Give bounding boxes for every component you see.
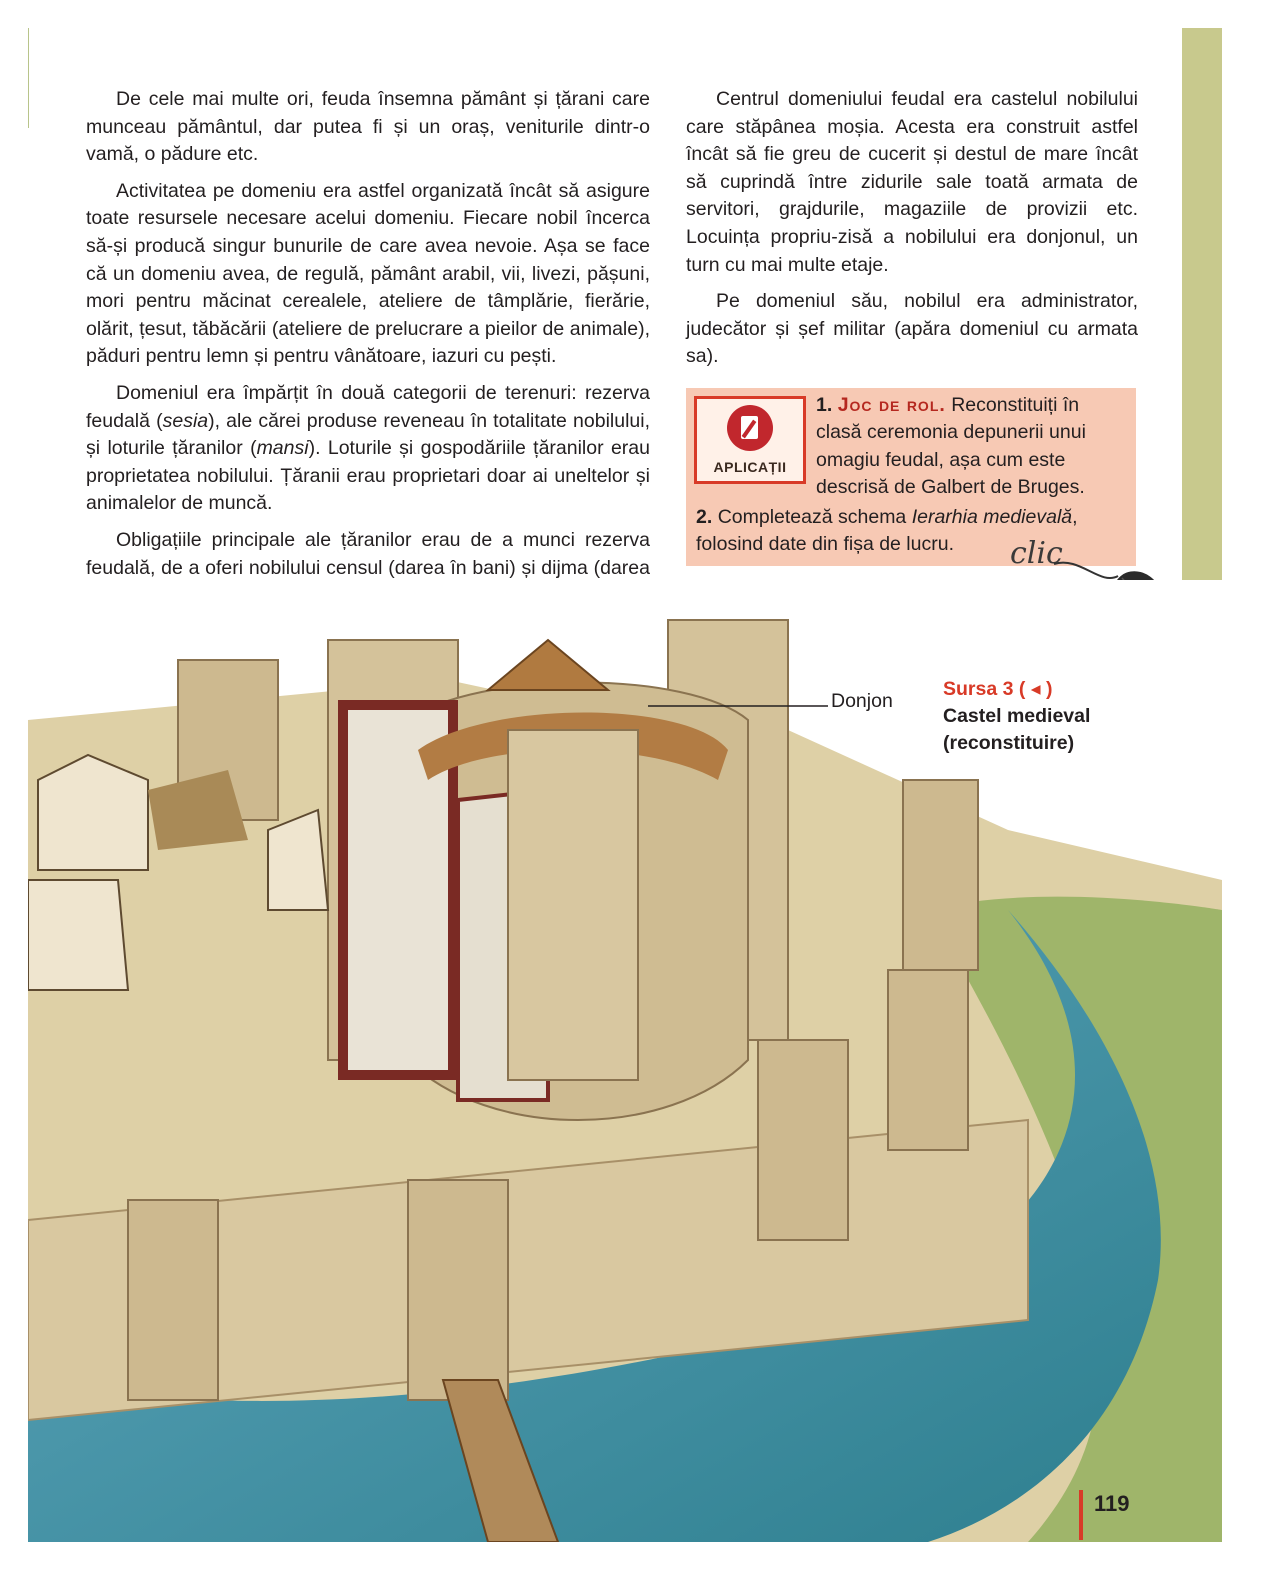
paragraph: Domeniul era împărțit în două categorii de terenuri: rezerva feudală (sesia), ale cărei produse reveneau în totalitate nobilului, și loturile țăranilor (mansi). Loturile și gospodăriile țăranilor erau proprietatea nobilului. Țăranii erau proprietari doar ai uneltelor și animalelor de muncă. [86,381,650,515]
donjon-label: Donjon [831,690,893,712]
paragraph: Obligațiile principale ale țăranilor erau de a munci rezerva feudală, de a oferi nobilului censul (darea în bani) și dijma (darea [86,528,650,579]
paragraph: Activitatea pe domeniu era astfel organizată încât să asigure toate resursele necesare acelui domeniu. Fiecare nobil încerca să-și producă singur bunurile de care avea nevoie. Așa se face că un domeniu avea, de regulă, pământ arabil, vii, livezi, pășuni, mori pentru măcinat cerealele, ateliere de tâmplărie, fierărie, olărit, țesut, tăbăcării (ateliere de prelucrare a pieilor de animale), păduri pentru lemn și pentru vânătoare, iazuri cu pești. [86,179,650,368]
paragraph: Centrul domeniului feudal era castelul nobilului care stăpânea moșia. Acesta era construit astfel încât să fie greu de cucerit și destul de mare încât să cuprindă între zidurile sale toată armata de servitori, grajdurile, magaziile de provizii etc. Locuința propriu-zisă a nobilului era donjonul, un turn cu mai multe etaje. [686,88,1138,276]
applications-label: APLICAȚII [713,459,787,475]
figure-title-line1: Castel medieval [943,705,1091,727]
application-item-2: 2. Completează schema Ierarhia medievală, folosind date din fișa de lucru. [696,506,1078,556]
clic-label[interactable]: clic [1010,536,1063,571]
margin-line [28,28,29,128]
page-number: 119 [1094,1491,1130,1516]
figure-source[interactable]: Sursa 3 ( ◂ ) [943,678,1053,700]
applications-box [686,388,1136,566]
application-item-1: 1. Joc de rol. Reconstituiți în clasă ceremonia depunerii unui omagiu feudal, așa cum este descrisă de Galbert de Bruges. [816,394,1086,499]
right-text-column [686,86,1138,380]
left-text-column [86,86,650,619]
applications-badge [694,396,806,484]
paragraph: De cele mai multe ori, feuda însemna pământ și țărani care munceau pământul, dar putea fi și un oraș, veniturile dintr-o vamă, o pădure etc. [86,88,650,166]
role-play-keyword: Joc de rol. [837,394,946,416]
pen-paper-icon [727,405,773,451]
figure-caption [943,676,1090,757]
paragraph: Pe domeniul său, nobilul era administrator, judecător și șef militar (apăra domeniul cu armata sa). [686,290,1138,368]
page-number-bar [1079,1490,1083,1540]
term-sesia: sesia [162,409,209,432]
figure-title-line2: (reconstituire) [943,732,1075,754]
term-mansi: mansi [256,437,309,460]
